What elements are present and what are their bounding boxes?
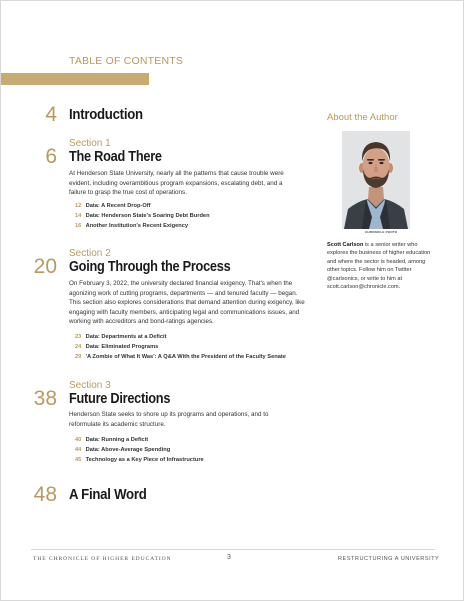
footer-divider [31,549,435,550]
author-photo [342,131,410,229]
section-3-items [75,435,204,465]
author-name: Scott Carlson [327,242,364,248]
toc-item[interactable] [75,221,210,231]
section-1-items [75,201,210,231]
toc-item[interactable] [75,455,204,465]
toc-item-text: Data: A Recent Drop-Off [85,203,151,209]
toc-item[interactable] [75,445,204,455]
section-3-description: Henderson State seeks to shore up its programs and operations, and to reformulate its academic structure. [69,411,269,428]
section-3-label: Section 3 [69,380,111,391]
toc-item-page: 24 [75,344,82,350]
toc-item[interactable] [75,352,286,362]
about-author-heading: About the Author [327,112,398,123]
photo-credit: CHRONICLE PHOTO [365,230,398,234]
toc-heading: TABLE OF CONTENTS [69,55,184,67]
section-2-page-number: 20 [33,255,57,278]
toc-item-page: 14 [75,213,82,219]
toc-item-page: 23 [75,334,82,340]
section-1-title[interactable]: The Road There [69,149,162,165]
toc-item-page: 44 [75,447,82,453]
section-2-items [75,332,286,362]
toc-item-text: Data: Eliminated Programs [85,344,159,350]
toc-accent-bar [1,73,149,85]
toc-item-page: 40 [75,437,82,443]
section-2-label: Section 2 [69,248,111,259]
author-bio-text: is a senior writer who explores the business of higher education and where the sector is headed, among other topics. Follow him on Twitter @carlsonics, or write to him at scott.carlson@chronicle.com. [327,242,431,291]
section-1-page-number: 6 [45,145,57,168]
toc-item-page: 45 [75,457,82,463]
toc-item-page: 16 [75,223,82,229]
toc-item[interactable] [75,201,210,211]
section-3-title[interactable]: Future Directions [69,391,171,407]
footer-publication: THE CHRONICLE OF HIGHER EDUCATION [33,556,172,562]
toc-item[interactable] [75,332,286,342]
toc-item-page: 29 [75,354,82,360]
footer-page-number: 3 [227,554,231,561]
toc-item-text: Technology as a Key Piece of Infrastructure [85,457,204,463]
toc-item-text: Another Institution's Recent Exigency [85,223,189,229]
section-1-label: Section 1 [69,138,111,149]
toc-item-page: 12 [75,203,82,209]
section-2-title[interactable]: Going Through the Process [69,259,231,275]
section-2-description: On February 3, 2022, the university declared financial exigency. That's when the agonizing work of cutting programs, departments — and tenured faculty — began. This section also explores considerations that demand attention during exigency, like engaging with faculty members, anticipating legal and communications issues, and working with accreditors and bond-ratings agencies. [69,280,305,326]
toc-item-text: 'A Zombie of What It Was': A Q&A With the President of the Faculty Senate [85,354,286,360]
author-bio [327,241,439,291]
final-title[interactable]: A Final Word [69,486,147,503]
toc-item-text: Data: Departments at a Deficit [85,334,167,340]
toc-item-text: Data: Running a Deficit [85,437,149,443]
section-1-description: At Henderson State University, nearly all the patterns that cause trouble were evident, including overambitious program expansions, escalating debt, and a failure to grasp the true cost of operations. [69,170,284,197]
toc-item-text: Data: Above-Average Spending [85,447,171,453]
footer-report-title: RESTRUCTURING A UNIVERSITY [338,556,440,562]
toc-item[interactable] [75,211,210,221]
toc-item[interactable] [75,342,286,352]
toc-item-text: Data: Henderson State's Soaring Debt Burden [85,213,210,219]
intro-page-number: 4 [45,103,57,126]
author-portrait-image [342,131,410,229]
final-page-number: 48 [33,483,57,506]
toc-item[interactable] [75,435,204,445]
intro-title[interactable]: Introduction [69,106,143,123]
section-3-page-number: 38 [33,387,57,410]
